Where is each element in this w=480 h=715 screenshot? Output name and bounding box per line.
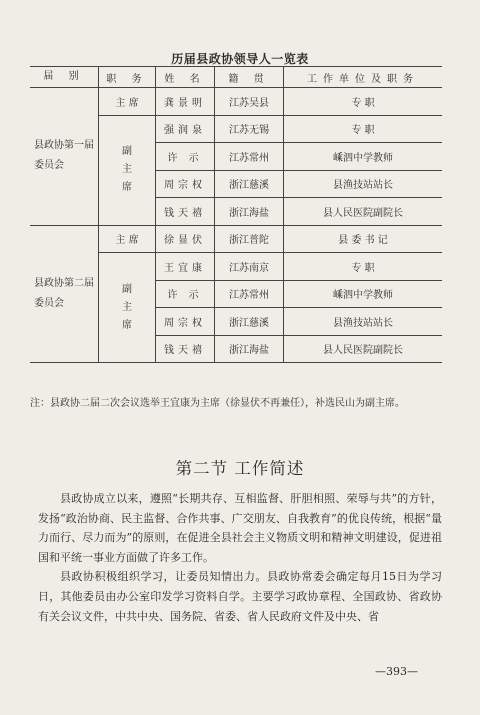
work-cell: 县人民医院副院长 xyxy=(284,335,443,363)
name-cell: 周宗权 xyxy=(156,308,215,336)
leaders-table xyxy=(30,66,442,363)
header-role: 职 务 xyxy=(99,67,156,88)
role-text: 副主席 xyxy=(122,146,132,193)
role-cell: 主 席 xyxy=(99,88,156,116)
paragraph: 县政协成立以来，遵照“长期共存、互相监督、肝胆相照、荣辱与共”的方针，发扬“政治协商、民主监督、合作共事、广交朋友、自我教育”的优良传统，根据“量力而行、尽力而为”的原则，在促进全县社会主义物质文明和精神文明建设，促进祖国和平统一事业方面做了许多工作。 xyxy=(38,492,442,564)
place-cell: 浙江海盐 xyxy=(215,198,284,226)
header-work: 工作单位及职务 xyxy=(284,67,443,88)
header-place: 籍 贯 xyxy=(215,67,284,88)
place-cell: 江苏无锡 xyxy=(215,115,284,143)
place-cell: 浙江慈溪 xyxy=(215,170,284,198)
work-cell: 专 职 xyxy=(284,253,443,281)
table-header-row xyxy=(30,67,442,88)
paragraph: 县政协积极组织学习，让委员知情出力。县政协常委会确定每月15日为学习日，其他委员由办公室印发学习资料自学。主要学习政协章程、全国政协、省政协有关会议文件，中共中央、国务院、省委、省人民政府文件及中央、省 xyxy=(38,570,442,623)
name-cell: 许 示 xyxy=(156,280,215,308)
name-cell: 钱天禧 xyxy=(156,198,215,226)
table-note: 注：县政协二届二次会议选举王宜康为主席（徐显伏不再兼任），补选民山为副主席。 xyxy=(30,398,405,409)
place-cell: 浙江普陀 xyxy=(215,225,284,253)
role-cell xyxy=(99,253,156,363)
table-row xyxy=(30,88,442,116)
name-cell: 王宜康 xyxy=(156,253,215,281)
header-name: 姓 名 xyxy=(156,67,215,88)
term-cell: 县政协第二届委员会 xyxy=(30,225,99,363)
name-cell: 许 示 xyxy=(156,143,215,171)
place-cell: 江苏吴县 xyxy=(215,88,284,116)
place-cell: 江苏南京 xyxy=(215,253,284,281)
work-cell: 嵊泗中学教师 xyxy=(284,143,443,171)
name-cell: 龚景明 xyxy=(156,88,215,116)
work-cell: 县渔技站站长 xyxy=(284,170,443,198)
role-cell xyxy=(99,115,156,225)
place-cell: 江苏常州 xyxy=(215,280,284,308)
name-cell: 强润泉 xyxy=(156,115,215,143)
work-cell: 县 委 书 记 xyxy=(284,225,443,253)
table-row xyxy=(30,225,442,253)
header-term: 届 别 xyxy=(30,67,99,88)
work-cell: 嵊泗中学教师 xyxy=(284,280,443,308)
page-number: —393— xyxy=(375,665,418,678)
table-title: 历届县政协领导人一览表 xyxy=(171,52,309,66)
name-cell: 徐显伏 xyxy=(156,225,215,253)
place-cell: 浙江慈溪 xyxy=(215,308,284,336)
section-heading: 第二节 工作简述 xyxy=(175,459,305,478)
name-cell: 钱天禧 xyxy=(156,335,215,363)
place-cell: 江苏常州 xyxy=(215,143,284,171)
term-cell: 县政协第一届委员会 xyxy=(30,88,99,226)
role-cell: 主 席 xyxy=(99,225,156,253)
place-cell: 浙江海盐 xyxy=(215,335,284,363)
role-text: 副主席 xyxy=(122,283,132,331)
work-cell: 县渔技站站长 xyxy=(284,308,443,336)
work-cell: 县人民医院副院长 xyxy=(284,198,443,226)
work-cell: 专 职 xyxy=(284,115,443,143)
body-text xyxy=(38,489,442,626)
work-cell: 专 职 xyxy=(284,88,443,116)
name-cell: 周宗权 xyxy=(156,170,215,198)
